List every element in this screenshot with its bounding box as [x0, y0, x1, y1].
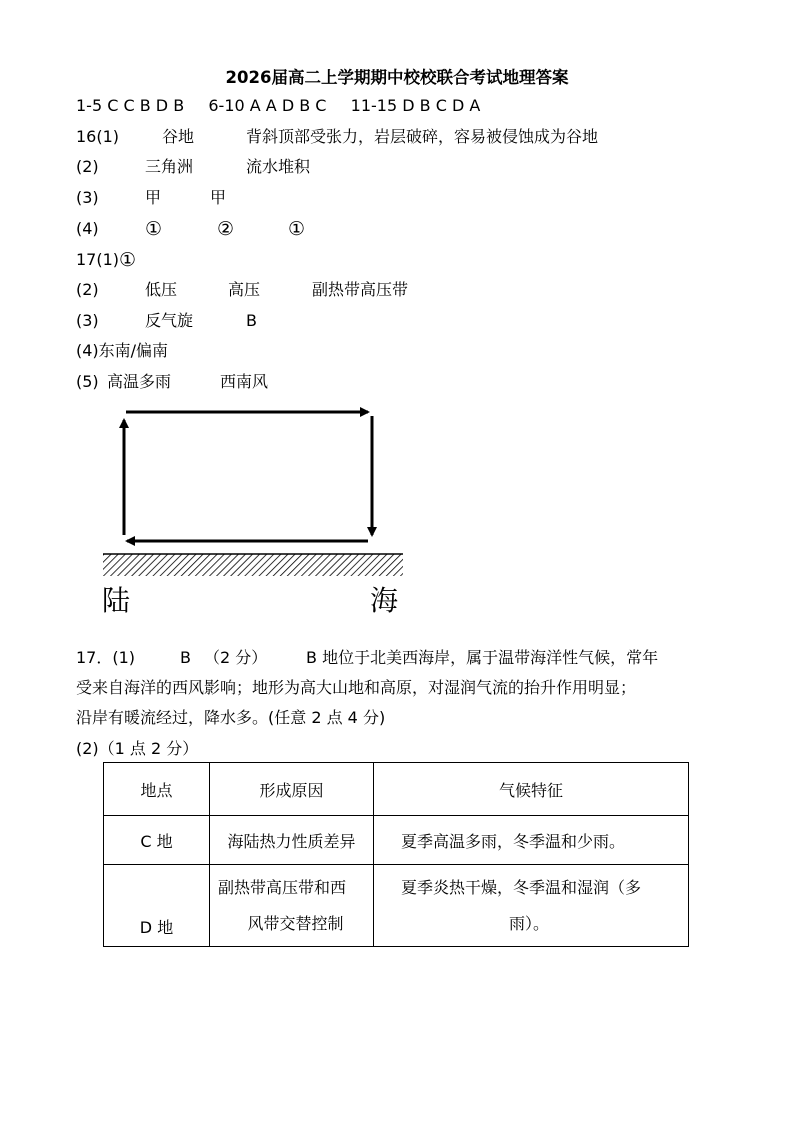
table-row-d-feature-line2: 雨）。 [509, 913, 550, 933]
q17b-1-explanation-line2: 受来自海洋的西风影响；地形为高大山地和高原，对湿润气流的抬升作用明显； [76, 678, 637, 697]
q17-4-answer: (4)东南/偏南 [76, 341, 169, 360]
ground-hatch [103, 554, 403, 576]
choice-answers [76, 96, 480, 116]
table-row-d-feature-line1: 夏季炎热干燥，冬季温和湿润（多 [401, 877, 642, 897]
answers-1-5: 1-5 C C B D B [76, 96, 185, 115]
q17-2-answer-a: 低压 [145, 280, 178, 299]
answers-6-10: 6-10 A A D B C [208, 96, 327, 115]
q17-1-label: 17(1) [76, 250, 120, 269]
table-header-place: 地点 [104, 763, 210, 816]
table-row-d-cause-line2: 风带交替控制 [247, 913, 344, 933]
table-row-c-place: C 地 [104, 816, 210, 865]
q16-1-answer-b: 背斜顶部受张力，岩层破碎，容易被侵蚀成为谷地 [246, 127, 599, 146]
climate-table [103, 762, 689, 947]
q16-3-label: (3) [76, 188, 99, 207]
q17b-1-score: （2 分） [204, 648, 268, 667]
q16-4-answer-a: ① [145, 218, 163, 240]
q17b-1-explanation-line3: 沿岸有暖流经过，降水多。(任意 2 点 4 分) [76, 708, 386, 727]
q17b-2-label: (2)（1 点 2 分） [76, 739, 199, 758]
q17b-1-label: 17．(1) [76, 648, 136, 667]
q16-4-answer-c: ① [288, 218, 306, 240]
q16-1-answer-a: 谷地 [162, 127, 195, 146]
sea-label: 海 [370, 584, 399, 617]
q17b-1-explanation-line1: B 地位于北美西海岸，属于温带海洋性气候，常年 [306, 648, 659, 667]
table-row-c-feature [374, 816, 689, 865]
table-row-d-cause-line1: 副热带高压带和西 [218, 877, 347, 897]
table-row-d-feature [374, 865, 689, 947]
q17-2-answer-b: 高压 [228, 280, 261, 299]
q17-5-answer-a: 高温多雨 [107, 372, 172, 391]
table-header-cause: 形成原因 [210, 763, 374, 816]
q17-5-answer-b: 西南风 [220, 372, 269, 391]
q17-2-label: (2) [76, 280, 99, 299]
q16-2-label: (2) [76, 157, 99, 176]
table-row-c-feature-text: 夏季高温多雨，冬季温和少雨。 [401, 831, 626, 851]
table-header-feature: 气候特征 [374, 763, 689, 816]
q17b-1-answer: B [180, 648, 191, 667]
q16-4-label: (4) [76, 219, 99, 238]
q16-4-answer-b: ② [217, 218, 235, 240]
q16-3-answer-b: 甲 [210, 188, 227, 207]
q17-3-label: (3) [76, 311, 99, 330]
answers-11-15: 11-15 D B C D A [350, 96, 481, 115]
q17-1-answer: ① [119, 249, 137, 271]
table-row-d-place: D 地 [104, 865, 210, 947]
q16-2-answer-a: 三角洲 [145, 157, 194, 176]
q17-5-label: (5) [76, 372, 99, 391]
table-row-c-cause: 海陆热力性质差异 [210, 816, 374, 865]
q16-2-answer-b: 流水堆积 [246, 157, 311, 176]
q16-1-label: 16(1) [76, 127, 120, 146]
table-row-d-cause [210, 865, 374, 947]
sea-land-breeze-diagram [100, 395, 410, 625]
page-title: 2026届高二上学期期中校校联合考试地理答案 [225, 68, 569, 87]
q17-3-answer-a: 反气旋 [145, 311, 194, 330]
land-label: 陆 [102, 584, 131, 617]
q17-2-answer-c: 副热带高压带 [312, 280, 409, 299]
q17-3-answer-b: B [246, 311, 257, 330]
q16-3-answer-a: 甲 [145, 188, 162, 207]
